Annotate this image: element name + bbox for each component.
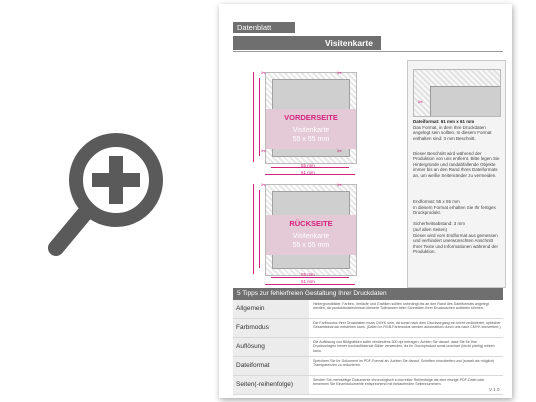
tip-key: Allgemein: [233, 300, 309, 318]
format-legend: [407, 60, 506, 288]
scissors-icon: ✂: [418, 100, 424, 106]
scissors-icon: ✂: [261, 183, 267, 189]
back-product-size: 55 x 55 mm: [292, 242, 330, 249]
tip-key: Auflösung: [233, 338, 309, 356]
tip-value: Senden Sie mehrseitige Dokumente chronologisch in korrekter Reihenfolge als eine einzige PDF-Datei oder benennen Sie Einzeldokumente entsprechend mit fortlaufenden Seitennummern.: [313, 378, 485, 387]
tip-row: [233, 300, 503, 319]
endformat-title: Endformat: 55 x 55 mm: [413, 199, 460, 204]
tip-value: Die Farbmodus Ihrer Druckdaten muss CMYK sein, da sonst nach dem Druckvorgang ein leicht veränderter, optischer Gesamteindruck entstehen kann. (Daten im RGB-Farbmodus werden automatisch durch uns nach CMYK konvertiert.): [313, 321, 501, 330]
tip-key: Seiten(-reihenfolge): [233, 376, 309, 394]
datasheet-tab: Datenblatt: [233, 22, 295, 33]
header-divider: [233, 51, 503, 52]
front-dim-inner: 55 mm: [301, 163, 315, 168]
scissors-icon: ✂: [261, 149, 267, 155]
scissors-icon: ✂: [337, 183, 343, 189]
tip-value: Hintergrundbilder, Farben, Verläufe und Grafiken sollten unbedingt bis an den Rand des Dateiformats angelegt werden, da produktionstechnisch kleinere Toleranzen beim Schneiden Ihrer Drucksachen auftreten können.: [313, 302, 489, 311]
endformat-text: In diesem Format erhalten Sie Ihr fertiges Druckprodukt.: [413, 205, 496, 216]
back-side-label: RÜCKSEITE: [289, 219, 333, 228]
back-outer-height-line: [253, 184, 254, 274]
tip-key: Farbmodus: [233, 319, 309, 337]
back-template: [265, 184, 357, 276]
tip-value: Speichern Sie Ihr Dokument im PDF-Format ab. Achten Sie darauf, Schriften einzubetten und (soweit als möglich) Transparenzen zu reduzieren.: [313, 359, 495, 368]
back-dim-outer: 61 mm: [301, 279, 315, 284]
tip-value: Die Auflösung von Bildgrafiken sollte mindestens 300 dpi betragen. Achten Sie darauf, dass Sie für Ihre Druckvorlagen immer hochauflösende Bilder verwenden, da Ihr Druckprodukt sonst unscharf (leicht pixelig) wirken kann.: [313, 340, 495, 353]
tip-row: [233, 357, 503, 376]
safety-margin-title: Sicherheitsabstand: 3 mm: [413, 221, 466, 226]
dateiformat-title: Dateiformat: 61 mm x 61 mm: [413, 119, 475, 124]
tips-header: 5 Tipps zur fehlerfreien Gestaltung Ihrer Druckdaten: [233, 288, 503, 300]
front-side-label: VORDERSEITE: [284, 113, 338, 122]
beschnitt-note: Dieser Beschnitt wird während der Produktion von uns entfernt. Bitte legen Sie Hintergründe und randabfallende Objekte immer bis an den Rand Ihres Dateiformats an, um weiße Seitenränder zu vermeiden.: [413, 151, 500, 178]
safety-margin-sub: (auf allen Seiten): [413, 227, 448, 232]
back-dim-inner: 55 mm: [301, 272, 315, 277]
tip-key: Dateiformat: [233, 357, 309, 375]
scissors-icon: ✂: [337, 71, 343, 77]
back-outer-line: [265, 284, 355, 285]
front-outer-height-line: [253, 72, 254, 162]
datasheet-title: Visitenkarte: [233, 36, 381, 50]
back-width-line: [271, 277, 349, 278]
tip-row: [233, 319, 503, 338]
zoom-in-icon[interactable]: [48, 128, 168, 262]
front-template: [265, 72, 357, 164]
back-product-name: Visitenkarte: [292, 233, 330, 240]
tip-row: [233, 376, 503, 395]
corner-detail: [413, 69, 501, 117]
dateiformat-text: Das Format, in dem Ihre Druckdaten angelegt sein sollten. In diesem Format enthalten sind: 3 mm Beschnitt.: [413, 125, 492, 141]
scissors-icon: ✂: [337, 149, 343, 155]
corner-detail-inner: [430, 86, 500, 116]
page-number: V 1.0: [489, 387, 500, 392]
safety-margin-text: Dieser wird vom Endformat aus gemessen und verhindert unerwünschten Anschnitt Ihrer Texte und Informationen während der Produktion.: [413, 233, 498, 255]
front-height-line: [259, 78, 260, 156]
front-dim-outer: 61 mm: [301, 170, 315, 175]
scissors-icon: ✂: [261, 71, 267, 77]
back-height-line: [259, 190, 260, 268]
front-product-name: Visitenkarte: [292, 127, 330, 134]
datasheet-preview[interactable]: [219, 4, 512, 398]
front-product-size: 55 x 55 mm: [292, 136, 330, 143]
tip-row: [233, 338, 503, 357]
